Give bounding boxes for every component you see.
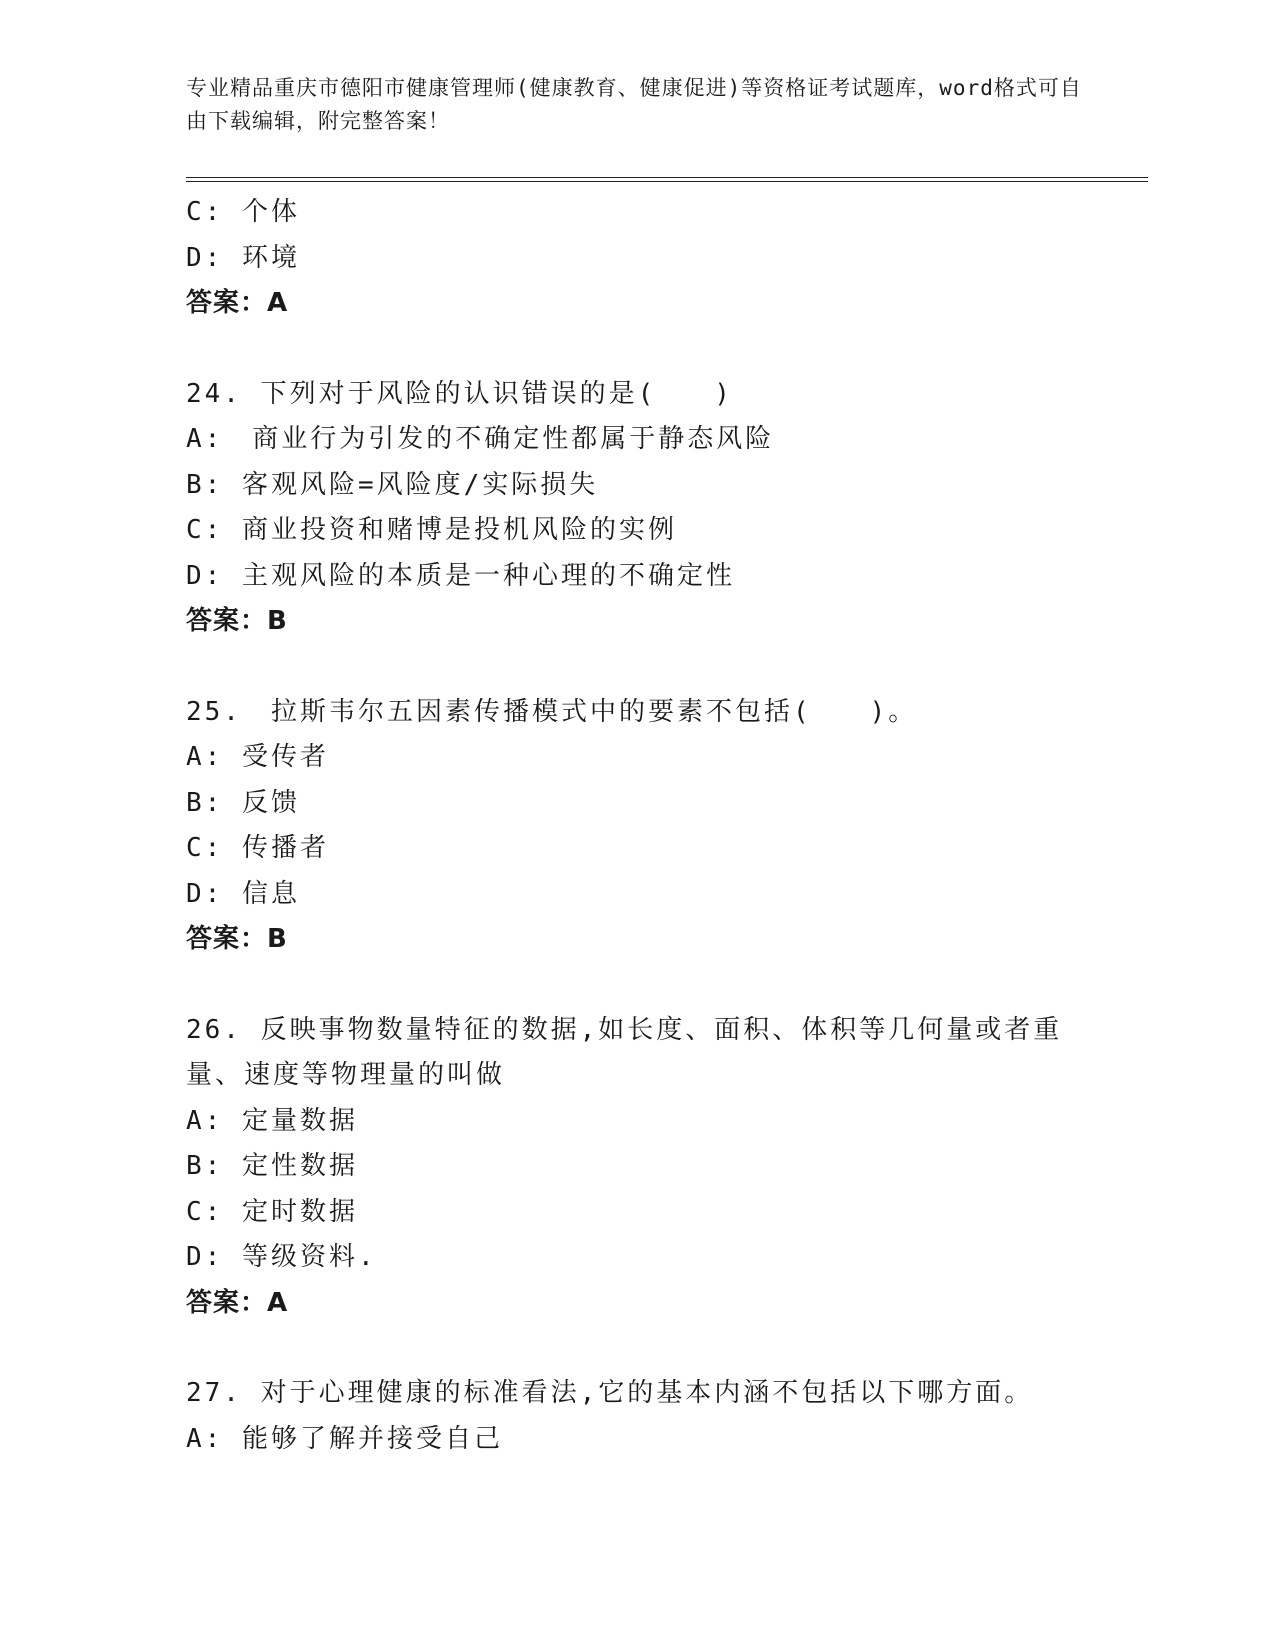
question-block-prev: [186, 190, 1116, 327]
page-header: [186, 72, 1086, 138]
option-c: C: 商业投资和赌博是投机风险的实例: [186, 515, 677, 545]
spacer: [186, 327, 1116, 372]
option-a: A: 能够了解并接受自己: [186, 1423, 503, 1454]
answer-line: 答案：A: [186, 1287, 289, 1318]
header-text: 专业精品重庆市德阳市健康管理师(健康教育、健康促进)等资格证考试题库，word格式可自由下载编辑，附完整答案！: [186, 76, 1082, 133]
question-block-27: [186, 1371, 1116, 1462]
document-body: [186, 190, 1116, 1462]
option-b: B: 定性数据: [186, 1151, 358, 1181]
spacer: [186, 963, 1116, 1008]
header-divider: [186, 177, 1148, 182]
question-block-25: [186, 690, 1116, 963]
option-c: C: 传播者: [186, 833, 329, 863]
question-block-26: [186, 1008, 1116, 1327]
question-stem: 25. 拉斯韦尔五因素传播模式中的要素不包括( )。: [186, 696, 918, 727]
answer-line: 答案：B: [186, 606, 288, 636]
spacer: [186, 1326, 1116, 1371]
option-c: C: 定时数据: [186, 1196, 358, 1227]
answer-line: 答案：B: [186, 924, 288, 954]
option-d: D: 主观风险的本质是一种心理的不确定性: [186, 560, 735, 591]
option-b: B: 反馈: [186, 787, 300, 818]
option-a: A: 受传者: [186, 742, 329, 772]
answer-line: 答案：A: [186, 288, 289, 318]
question-stem: 26. 反映事物数量特征的数据,如长度、面积、体积等几何量或者重量、速度等物理量的叫做: [186, 1014, 1063, 1090]
option-d: D: 信息: [186, 878, 300, 909]
question-stem: 24. 下列对于风险的认识错误的是( ): [186, 378, 733, 409]
option-d: D: 等级资料.: [186, 1242, 377, 1272]
question-block-24: [186, 372, 1116, 645]
question-stem: 27. 对于心理健康的标准看法,它的基本内涵不包括以下哪方面。: [186, 1378, 1034, 1408]
option-c: C: 个体: [186, 197, 300, 227]
option-a: A: 定量数据: [186, 1105, 358, 1136]
spacer: [186, 645, 1116, 690]
option-a: A: 商业行为引发的不确定性都属于静态风险: [186, 424, 775, 454]
option-b: B: 客观风险=风险度/实际损失: [186, 469, 599, 500]
option-d: D: 环境: [186, 242, 300, 273]
